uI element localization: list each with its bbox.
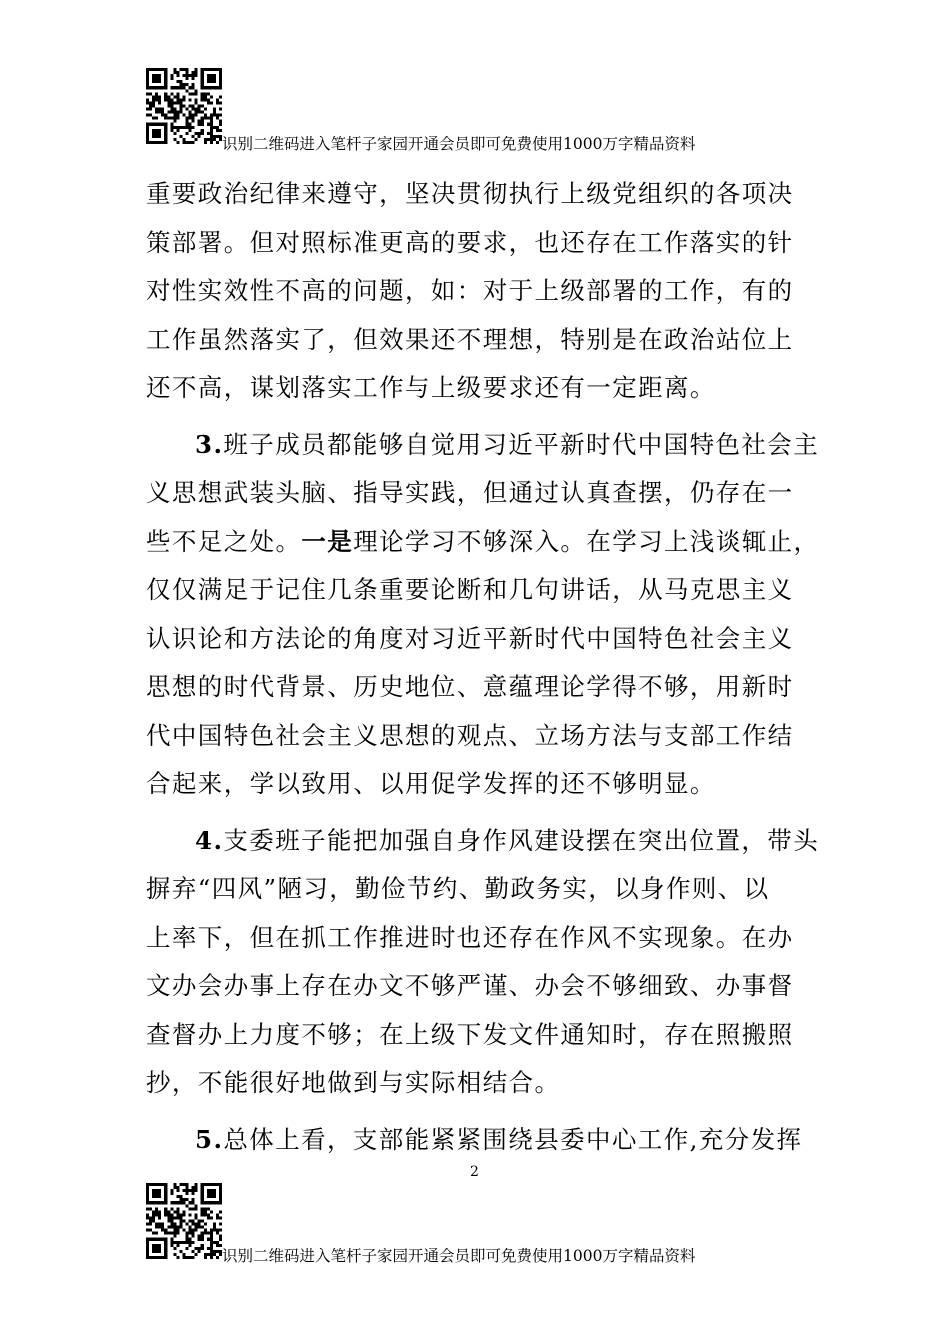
text-line: 抄，不能很好地做到与实际相结合。 xyxy=(146,1068,561,1097)
text-span: 理论学习不够深入。在学习上浅谈辄止， xyxy=(353,526,820,556)
text-line: 工作虽然落实了，但效果还不理想，特别是在政治站位上 xyxy=(146,324,794,354)
text-span: 总体上看，支部能紧紧围绕县委中心工作,充分发挥 xyxy=(223,1124,803,1154)
text-line: 义思想武装头脑、指导实践，但通过认真查摆，仍存在一 xyxy=(146,478,794,507)
text-line xyxy=(146,518,820,567)
text-span: 班子成员都能够自觉用习近平新时代中国特色社会主 xyxy=(223,429,820,459)
text-line: 对性实效性不高的问题，如：对于上级部署的工作，有的 xyxy=(146,276,794,305)
qr-code-icon xyxy=(146,1183,222,1259)
footer-banner: 识别二维码进入笔杆子家园开通会员即可免费使用1000万字精品资料 xyxy=(222,1247,696,1265)
text-line: 仅仅满足于记住几条重要论断和几句讲话，从马克思主义 xyxy=(146,575,794,604)
paragraph-5 xyxy=(146,1116,806,1165)
text-line xyxy=(146,1116,806,1165)
text-line: 合起来，学以致用、以用促学发挥的还不够明显。 xyxy=(146,769,716,798)
text-line xyxy=(146,817,820,866)
paragraph-4 xyxy=(146,817,820,1108)
page-number: 2 xyxy=(470,1164,479,1180)
item-number: 4. xyxy=(195,825,224,855)
item-number: 5. xyxy=(195,1124,224,1154)
item-number: 3. xyxy=(195,429,224,459)
text-line: 代中国特色社会主义思想的观点、立场方法与支部工作结 xyxy=(146,720,794,750)
text-line: 策部署。但对照标准更高的要求，也还存在工作落实的针 xyxy=(146,227,794,257)
text-line xyxy=(146,421,820,470)
text-span: 支委班子能把加强自身作风建设摆在突出位置，带头 xyxy=(223,825,820,855)
text-line: 认识论和方法论的角度对习近平新时代中国特色社会主义 xyxy=(146,623,794,653)
text-line: 重要政治纪律来遵守，坚决贯彻执行上级党组织的各项决 xyxy=(146,179,794,208)
text-line: 上率下，但在抓工作推进时也还存在作风不实现象。在办 xyxy=(146,922,794,952)
text-line: 摒弃“四风”陋习，勤俭节约、勤政务实，以身作则、以 xyxy=(146,874,770,903)
paragraph-continuation xyxy=(146,170,806,413)
paragraph-3 xyxy=(146,421,820,809)
header-banner: 识别二维码进入笔杆子家园开通会员即可免费使用1000万字精品资料 xyxy=(222,135,696,153)
text-line: 还不高，谋划落实工作与上级要求还有一定距离。 xyxy=(146,373,716,402)
text-line: 文办会办事上存在办文不够严谨、办会不够细致、办事督 xyxy=(146,971,794,1000)
qr-code-icon xyxy=(146,68,222,144)
document-body xyxy=(146,170,820,1164)
text-span: 些不足之处。 xyxy=(146,526,302,556)
text-line: 思想的时代背景、历史地位、意蕴理论学得不够，用新时 xyxy=(146,672,794,701)
text-line: 查督办上力度不够；在上级下发文件通知时，存在照搬照 xyxy=(146,1019,794,1049)
emphasis: 一是 xyxy=(301,526,354,556)
